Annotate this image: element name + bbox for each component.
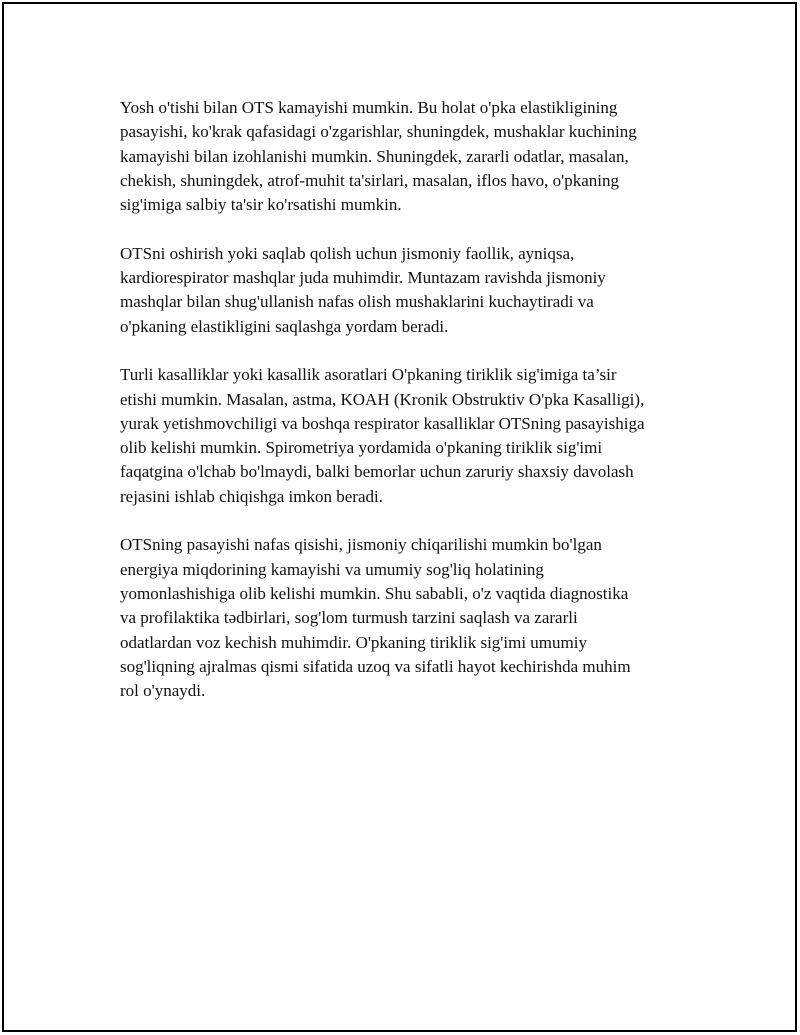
text-line: OTSning pasayishi nafas qisishi, jismoniy chiqarilishi mumkin bo'lgan [120, 535, 602, 555]
text-line: sog'liqning ajralmas qismi sifatida uzoq va sifatli hayot kechirishda muhim [120, 656, 631, 676]
text-line: kardiorespirator mashqlar juda muhimdir. Muntazam ravishda jismoniy [120, 268, 606, 288]
document-body [120, 96, 706, 728]
text-line: Yosh o'tishi bilan OTS kamayishi mumkin. Bu holat o'pka elastikligining [120, 98, 618, 117]
text-line: faqatgina o'lchab bo'lmaydi, balki bemorlar uchun zaruriy shaxsiy davolash [120, 462, 634, 482]
text-line: OTSni oshirish yoki saqlab qolish uchun jismoniy faollik, ayniqsa, [120, 243, 575, 263]
text-line: va profilaktika tədbirlari, sog'lom turmush tarzini saqlash va zararli [120, 608, 578, 628]
text-line: etishi mumkin. Masalan, astma, KOAH (Kronik Obstruktiv O'pka Kasalligi), [120, 389, 645, 409]
text-line: yurak yetishmovchiligi va boshqa respirator kasalliklar OTSning pasayishiga [120, 413, 645, 433]
text-line: energiya miqdorining kamayishi va umumiy sog'liq holatining [120, 559, 544, 579]
paragraph-physical-activity [120, 242, 706, 339]
text-line: rejasini ishlab chiqishga imkon beradi. [120, 486, 383, 506]
paragraph-consequences [120, 533, 706, 703]
text-line: mashqlar bilan shug'ullanish nafas olish mushaklarini kuchaytiradi va [120, 292, 594, 312]
text-line: odatlardan voz kechish muhimdir. O'pkaning tiriklik sig'imi umumiy [120, 632, 587, 652]
document-page [2, 2, 797, 1032]
text-line: Turli kasalliklar yoki kasallik asoratlari O'pkaning tiriklik sig'imiga ta’sir [120, 365, 617, 385]
paragraph-diseases [120, 363, 706, 509]
text-line: chekish, shuningdek, atrof-muhit ta'sirlari, masalan, iflos havo, o'pkaning [120, 170, 620, 190]
text-line: rol o'ynaydi. [120, 681, 206, 701]
text-line: pasayishi, ko'krak qafasidagi o'zgarishlar, shuningdek, mushaklar kuchining [120, 122, 637, 142]
text-line: kamayishi bilan izohlanishi mumkin. Shuningdek, zararli odatlar, masalan, [120, 146, 629, 166]
text-line: sig'imiga salbiy ta'sir ko'rsatishi mumkin. [120, 195, 402, 215]
text-line: yomonlashishiga olib kelishi mumkin. Shu sababli, o'z vaqtida diagnostika [120, 583, 629, 603]
text-line: olib kelishi mumkin. Spirometriya yordamida o'pkaning tiriklik sig'imi [120, 438, 603, 458]
paragraph-age-decline [120, 96, 706, 217]
text-line: o'pkaning elastikligini saqlashga yordam beradi. [120, 316, 449, 336]
